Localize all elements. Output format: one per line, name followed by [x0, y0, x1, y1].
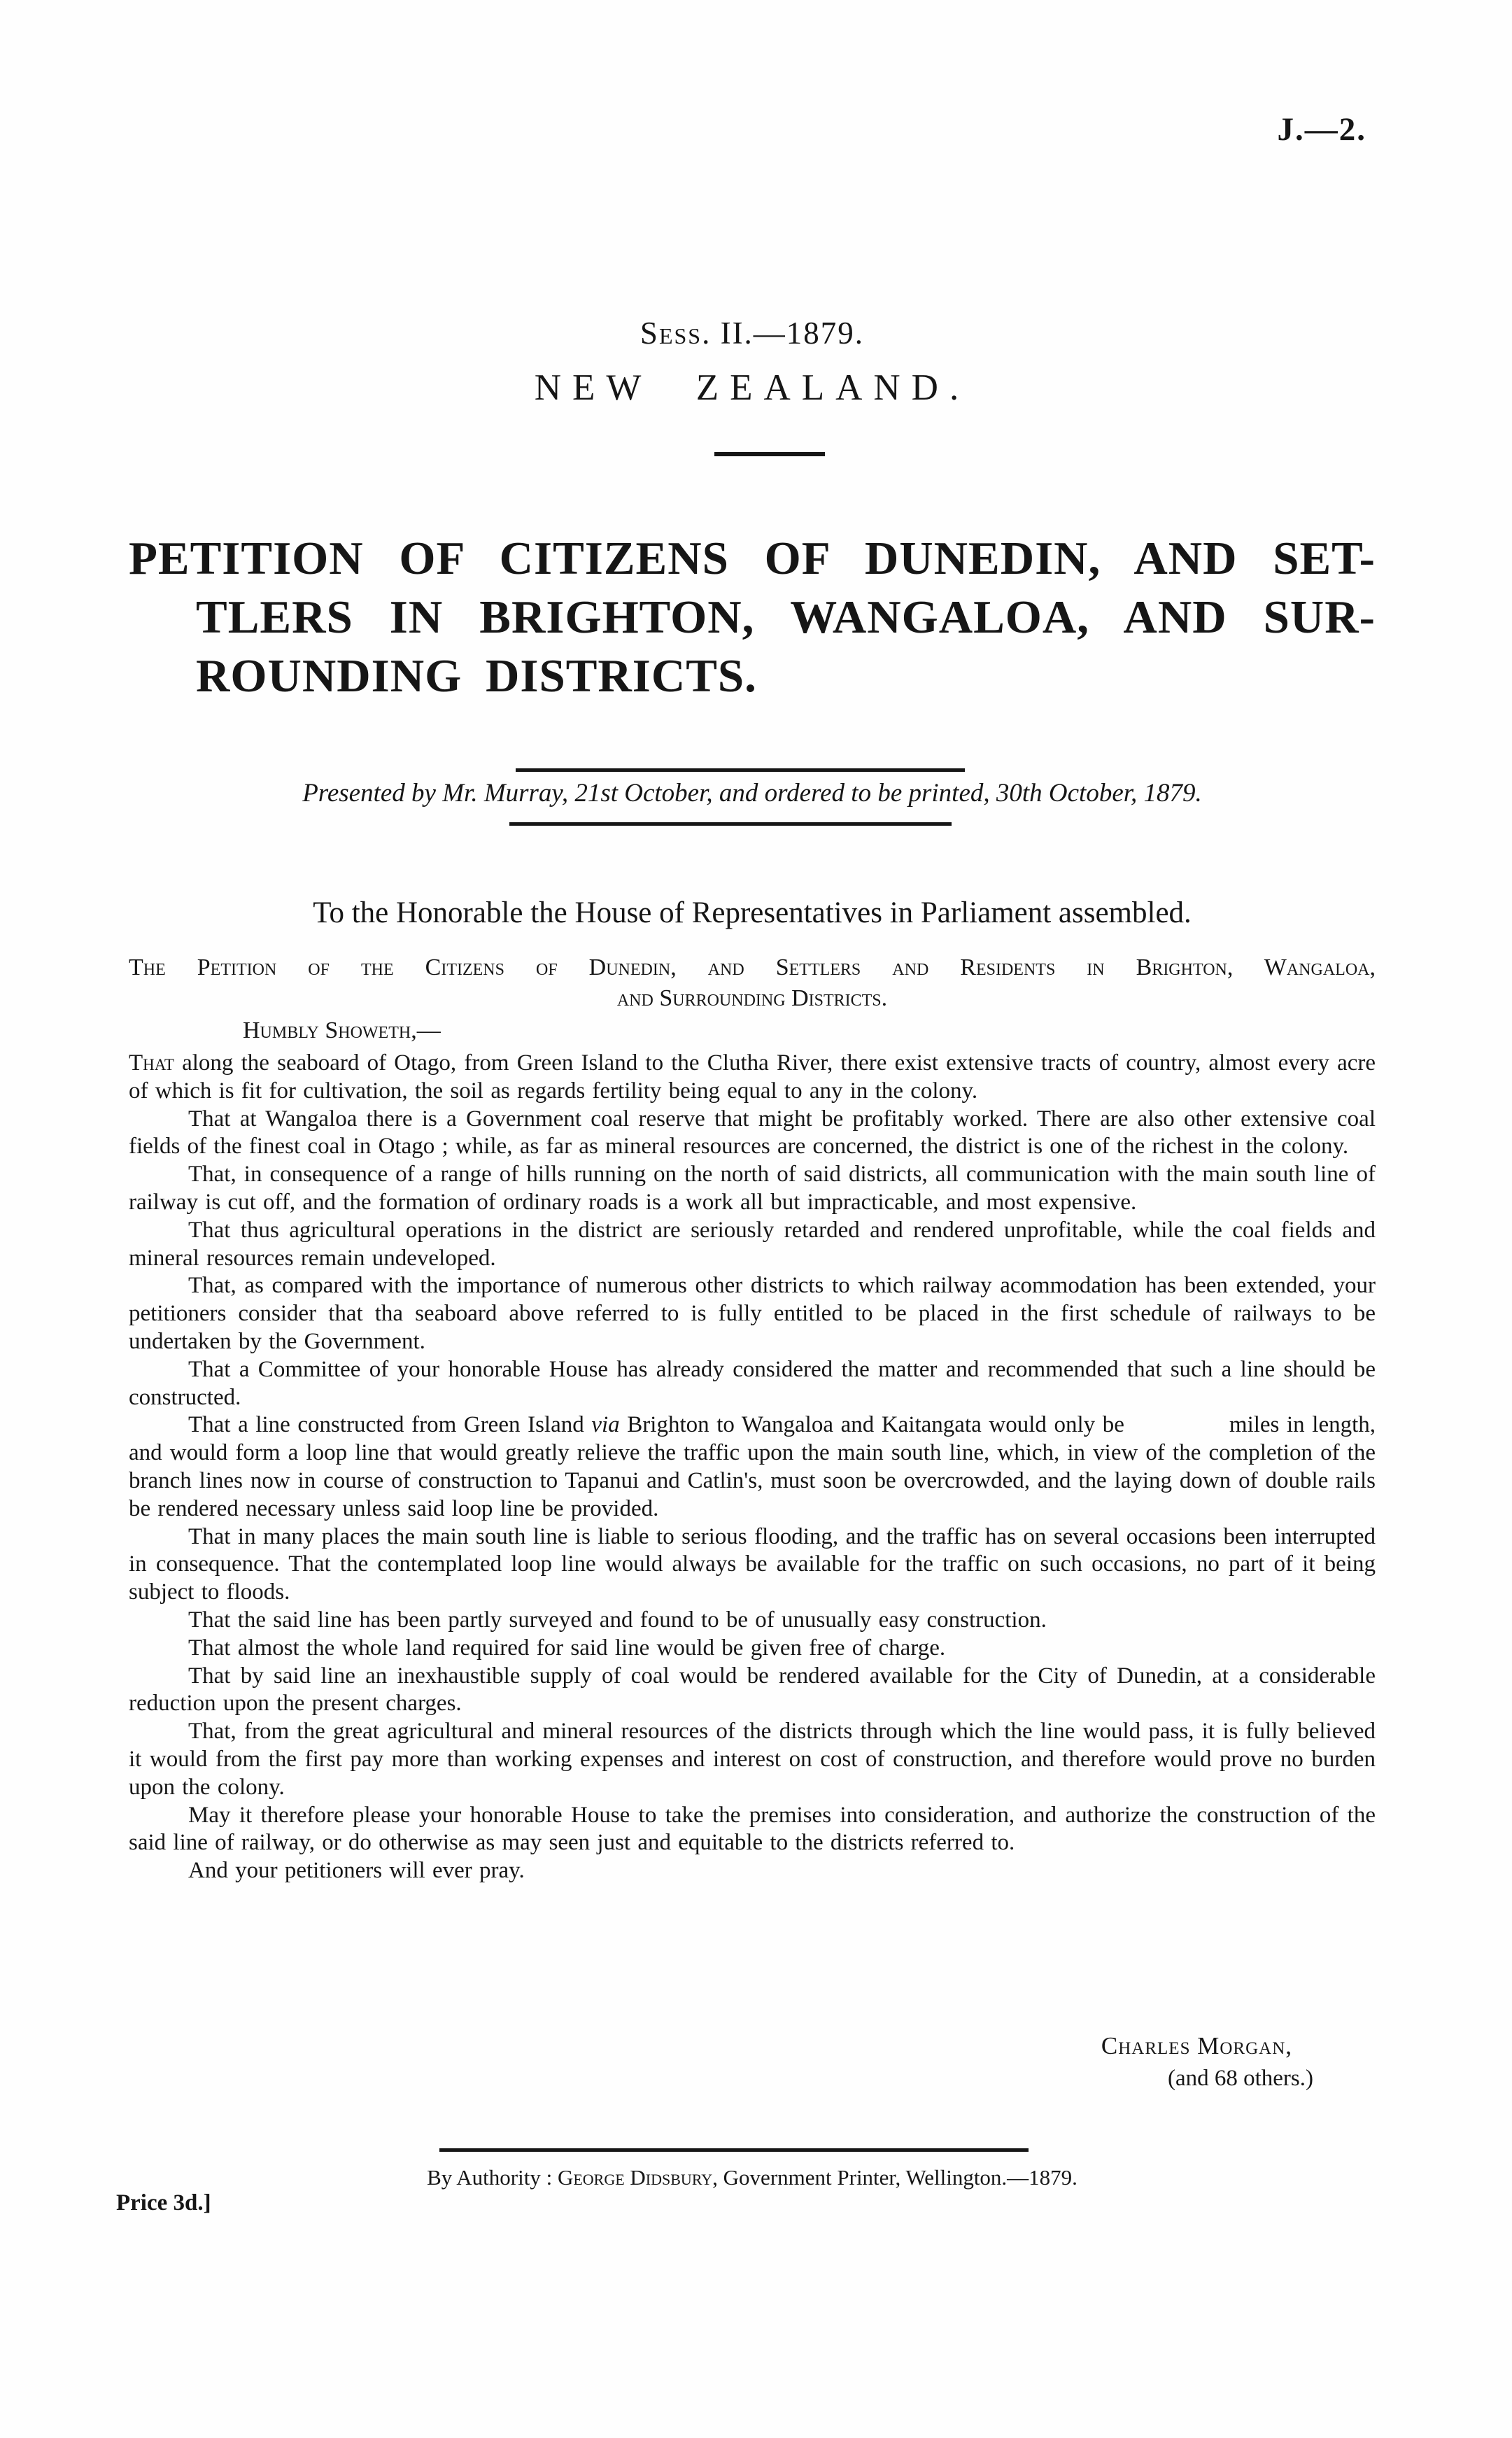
paragraph-1: [129, 1050, 1376, 1106]
doc-ref: J.—2.: [1277, 111, 1366, 148]
paragraph-4: That thus agricultural operations in the district are seriously retarded and rendered unprofitable, while the coal fields and mineral resources remain undeveloped.: [129, 1217, 1376, 1271]
price-label: Price 3d.]: [116, 2190, 211, 2215]
printer-name: George Didsbury,: [557, 2165, 718, 2190]
footer-divider: [439, 2148, 1029, 2152]
paragraph-7-part-c: miles in length, and would form a loop line that would greatly relieve the traffic upon the main south line, which, in view of the completion of the branch lines now in course of construction to Tapanui and Catlin's, must soon be overcrowded, and the laying down of double rails be rendered necessary unless said loop line be provided.: [129, 1412, 1376, 1521]
presented-line: Presented by Mr. Murray, 21st October, and ordered to be printed, 30th October, 1879.: [302, 779, 1202, 808]
authority-line: [129, 2165, 1376, 2190]
authority-prefix: By Authority :: [427, 2165, 558, 2190]
paragraph-1-lead: That: [129, 1050, 174, 1076]
session-line: Sess. II.—1879.: [640, 316, 865, 351]
paragraph-8: That in many places the main south line is liable to serious flooding, and the traffic has on several occasions been interrupted in consequence. That the contemplated loop line would always be available for the traffic on such occasions, no part of it being subject to floods.: [129, 1523, 1376, 1605]
paragraph-6: That a Committee of your honorable House has already considered the matter and recommended that such a line should be constructed.: [129, 1356, 1376, 1410]
addressee-line: To the Honorable the House of Representatives in Parliament assembled.: [313, 896, 1192, 929]
signatory-name: Charles Morgan,: [1101, 2032, 1292, 2059]
petition-subject-line-2: and Surrounding Districts.: [616, 985, 888, 1011]
petition-body: [129, 1050, 1376, 1885]
header-divider: [714, 452, 825, 456]
paragraph-2: That at Wangaloa there is a Government coal reserve that might be profitably worked. There are also other extensive coal fields of the finest coal in Otago ; while, as far as mineral resources are concerned, the district is one of the richest in the colony.: [129, 1106, 1376, 1160]
authority-suffix: Government Printer, Wellington.—1879.: [717, 2165, 1078, 2190]
divider-above-presented: [516, 768, 965, 772]
petition-title-line-2: TLERS IN BRIGHTON, WANGALOA, AND SUR-: [196, 591, 1376, 643]
humbly-showeth-line: Humbly Showeth,—: [243, 1017, 441, 1043]
signatory-others: (and 68 others.): [1167, 2066, 1313, 2091]
paragraph-14: And your petitioners will ever pray.: [188, 1858, 525, 1884]
signature-block: [1101, 2032, 1313, 2092]
petition-title: [129, 529, 1376, 705]
paragraph-13: May it therefore please your honorable House to take the premises into consideration, and authorize the construction of the said line of railway, or do otherwise as may seen just and equitable to the districts referred to.: [129, 1802, 1376, 1856]
country-heading: NEW ZEALAND.: [534, 367, 970, 408]
paragraph-7-part-a: That a line constructed from Green Island: [188, 1412, 592, 1438]
paragraph-12: That, from the great agricultural and mineral resources of the districts through which the line would pass, it is fully believed it would from the first pay more than working expenses and interest on cost of construction, and therefore would prove no burden upon the colony.: [129, 1719, 1376, 1800]
divider-below-presented: [509, 822, 952, 826]
paragraph-1-text: along the seaboard of Otago, from Green Island to the Clutha River, there exist extensive tracts of country, almost every acre of which is fit for cultivation, the soil as regards fertility being equal to any in the colony.: [129, 1050, 1376, 1104]
petition-subject-line-1: The Petition of the Citizens of Dunedin, and Settlers and Residents in Brighton, Wangaloa,: [129, 954, 1376, 980]
paragraph-9: That the said line has been partly surveyed and found to be of unusually easy construction.: [188, 1607, 1047, 1633]
paragraph-11: That by said line an inexhaustible supply of coal would be rendered available for the City of Dunedin, at a considerable reduction upon the present charges.: [129, 1663, 1376, 1717]
paragraph-10: That almost the whole land required for said line would be given free of charge.: [188, 1635, 946, 1661]
paragraph-7-part-b: Brighton to Wangaloa and Kaitangata would only be: [619, 1412, 1124, 1438]
paragraph-7-via: via: [591, 1412, 620, 1438]
paragraph-7: [129, 1411, 1376, 1523]
petition-title-line-1: PETITION OF CITIZENS OF DUNEDIN, AND SET-: [129, 533, 1376, 584]
petition-title-line-3: ROUNDING DISTRICTS.: [196, 650, 757, 702]
paragraph-3: That, in consequence of a range of hills running on the north of said districts, all communication with the main south line of railway is cut off, and the formation of ordinary roads is a work all but impracticable, and most expensive.: [129, 1162, 1376, 1215]
paragraph-5: That, as compared with the importance of numerous other districts to which railway acommodation has been extended, your petitioners consider that tha seaboard above referred to is fully entitled to be placed in the first schedule of railways to be undertaken by the Government.: [129, 1273, 1376, 1354]
